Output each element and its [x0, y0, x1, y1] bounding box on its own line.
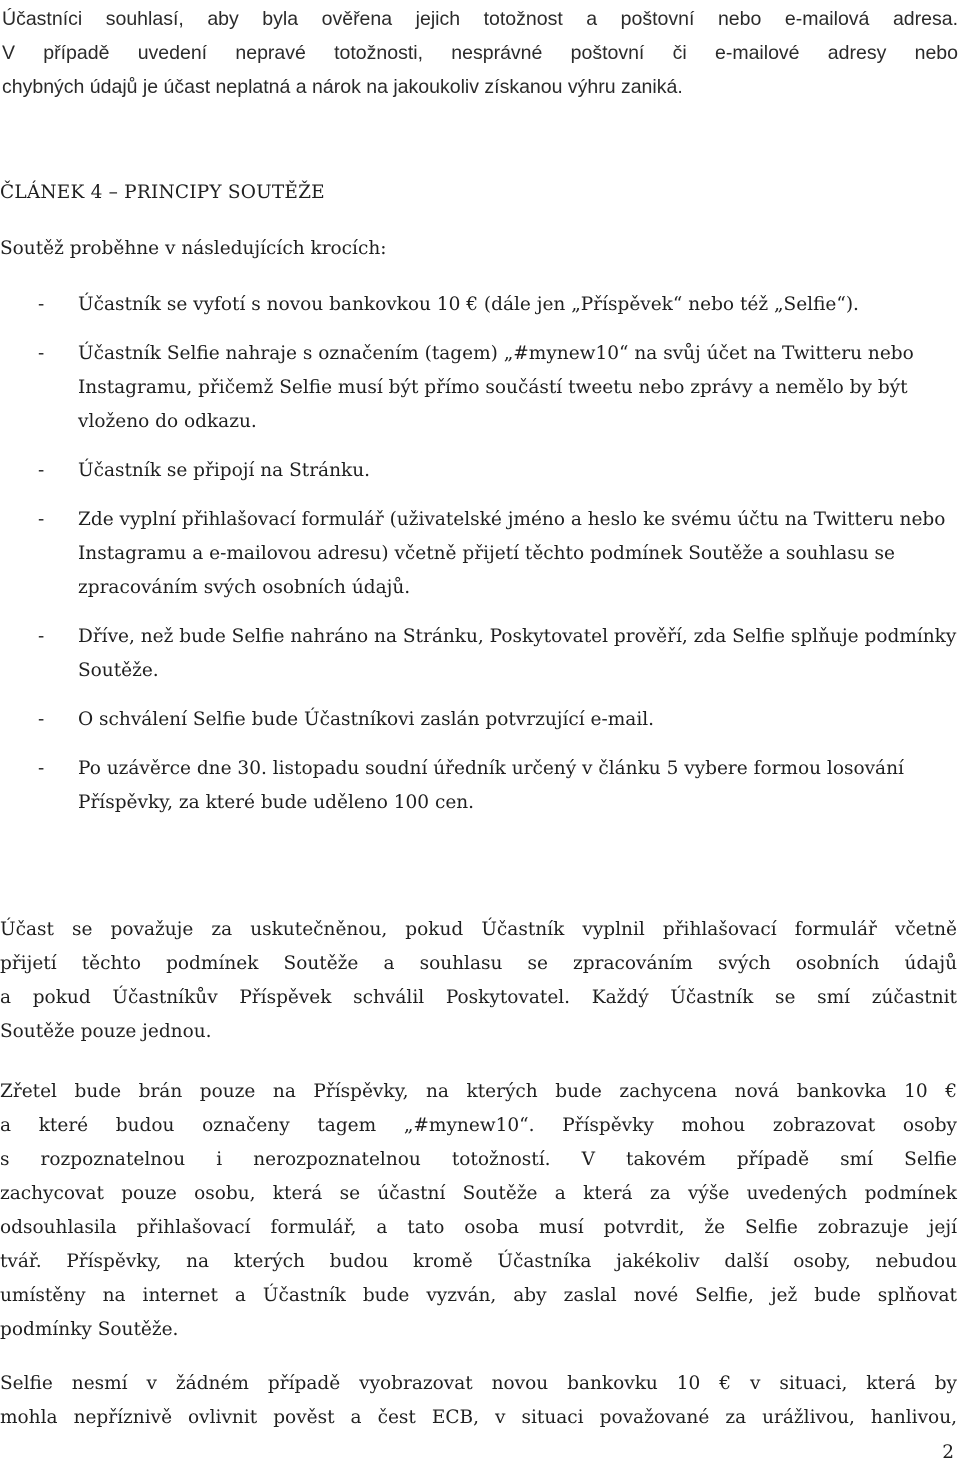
step-text: O schválení Selfie bude Účastníkovi zaslán potvrzující e-mail.	[78, 709, 655, 730]
step-item	[0, 752, 958, 820]
step-item	[0, 288, 958, 322]
step-text: Zde vyplní přihlašovací formulář (uživatelské jméno a heslo ke svému účtu na Twitteru nebo Instagramu a e-mailovou adresu) včetně přijetí těchto podmínek Soutěže a souhlasu se zpracováním svých osobních údajů.	[78, 509, 946, 598]
paragraph-line: Selfie nesmí v žádném případě vyobrazovat novou bankovku 10 € v situaci, která by	[0, 1373, 957, 1394]
paragraph-line: Účast se považuje za uskutečněnou, pokud Účastník vyplnil přihlašovací formulář včetně	[0, 919, 957, 940]
bullet-dash: -	[38, 758, 45, 779]
bullet-dash: -	[38, 460, 45, 481]
article-heading: ČLÁNEK 4 – PRINCIPY SOUTĚŽE	[0, 182, 325, 203]
step-item	[0, 703, 958, 737]
step-item	[0, 620, 958, 688]
paragraph-line: umístěny na internet a Účastník bude vyzván, aby zaslal nové Selfie, jež bude splňovat	[0, 1285, 957, 1306]
paragraph-line: s rozpoznatelnou i nerozpoznatelnou totožností. V takovém případě smí Selfie	[0, 1149, 957, 1170]
bullet-dash: -	[38, 343, 45, 364]
paragraph-line: Zřetel bude brán pouze na Příspěvky, na kterých bude zachycena nová bankovka 10 €	[0, 1081, 957, 1102]
bullet-dash: -	[38, 709, 45, 730]
paragraph-line: podmínky Soutěže.	[0, 1319, 179, 1340]
participation-paragraph	[0, 913, 957, 1049]
step-text: Dříve, než bude Selfie nahráno na Stránku, Poskytovatel prověří, zda Selfie splňuje podmínky Soutěže.	[78, 626, 957, 681]
intro-line: Účastníci souhlasí, aby byla ověřena jejich totožnost a poštovní nebo e-mailová adresa.	[2, 8, 958, 30]
step-item	[0, 454, 958, 488]
paragraph-line: tvář. Příspěvky, na kterých budou kromě Účastníka jakékoliv další osoby, nebudou	[0, 1251, 957, 1272]
step-item	[0, 337, 958, 439]
step-text: Účastník se vyfotí s novou bankovkou 10 € (dále jen „Příspěvek“ nebo též „Selfie“).	[78, 294, 859, 315]
steps-list	[0, 288, 960, 835]
paragraph-line: a pokud Účastníkův Příspěvek schválil Poskytovatel. Každý Účastník se smí zúčastnit	[0, 987, 957, 1008]
paragraph-line: a které budou označeny tagem „#mynew10“. Příspěvky mohou zobrazovat osoby	[0, 1115, 957, 1136]
intro-line: V případě uvedení nepravé totožnosti, nesprávné poštovní či e-mailové adresy nebo	[2, 42, 958, 64]
steps-lead-text: Soutěž proběhne v následujících krocích:	[0, 238, 387, 259]
step-item	[0, 503, 958, 605]
paragraph-line: odsouhlasila přihlašovací formulář, a tato osoba musí potvrdit, že Selfie zobrazuje její	[0, 1217, 957, 1238]
bullet-dash: -	[38, 626, 45, 647]
bullet-dash: -	[38, 509, 45, 530]
intro-line: chybných údajů je účast neplatná a nárok na jakoukoliv získanou výhru zaniká.	[2, 76, 683, 98]
paragraph-line: zachycovat pouze osobu, která se účastní Soutěže a která za výše uvedených podmínek	[0, 1183, 957, 1204]
intro-paragraph	[2, 2, 958, 104]
paragraph-line: Soutěže pouze jednou.	[0, 1021, 212, 1042]
step-text: Po uzávěrce dne 30. listopadu soudní úředník určený v článku 5 vybere formou losování Příspěvky, za které bude uděleno 100 cen.	[78, 758, 904, 813]
bullet-dash: -	[38, 294, 45, 315]
step-text: Účastník Selfie nahraje s označením (tagem) „#mynew10“ na svůj účet na Twitteru nebo Instagramu, přičemž Selfie musí být přímo součástí tweetu nebo zprávy a nemělo by být vloženo do odkazu.	[78, 343, 914, 432]
paragraph-line: přijetí těchto podmínek Soutěže a souhlasu se zpracováním svých osobních údajů	[0, 953, 957, 974]
step-text: Účastník se připojí na Stránku.	[78, 460, 370, 481]
paragraph-line: mohla nepříznivě ovlivnit pověst a čest ECB, v situaci považované za urážlivou, hanlivou,	[0, 1407, 957, 1428]
restrictions-paragraph	[0, 1367, 957, 1435]
contributions-paragraph	[0, 1075, 957, 1347]
page-number: 2	[942, 1442, 954, 1463]
